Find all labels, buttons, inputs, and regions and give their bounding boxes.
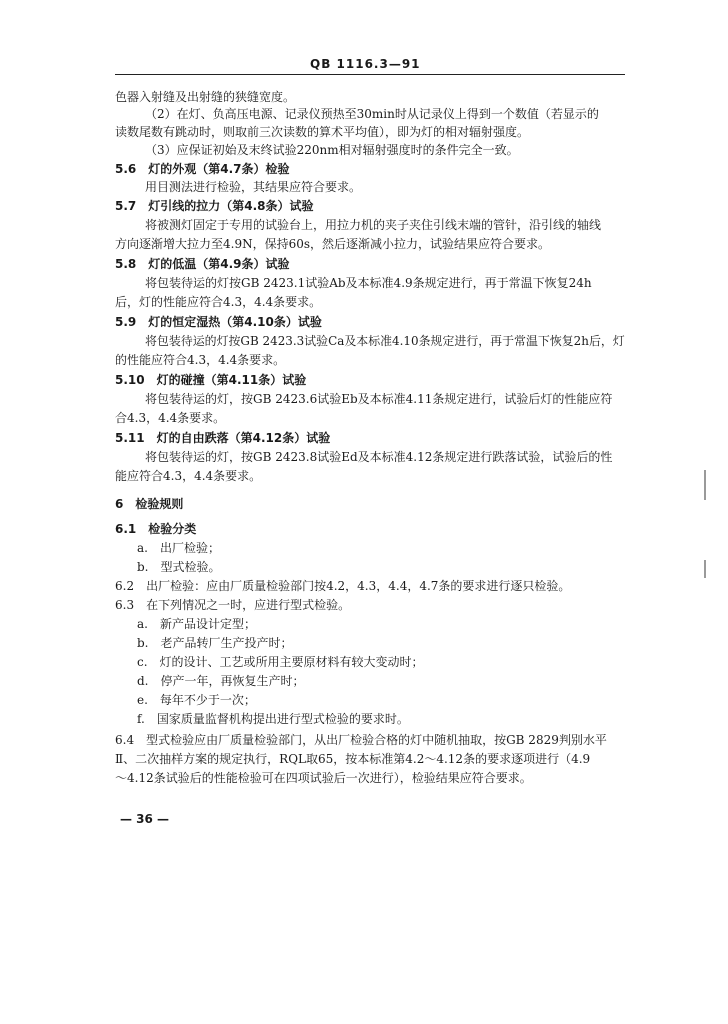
list-item: d. 停产一年，再恢复生产时； xyxy=(137,674,305,688)
list-item: b. 型式检验。 xyxy=(137,560,221,574)
text-line: 的性能应符合4.3，4.4条要求。 xyxy=(115,353,286,367)
text-line: 6.2 出厂检验：应由厂质量检验部门按4.2，4.3，4.4，4.7条的要求进行逐只检验。 xyxy=(115,579,571,593)
section-heading: 6.1 检验分类 xyxy=(115,522,197,536)
section-heading: 5.6 灯的外观（第4.7条）检验 xyxy=(115,162,290,176)
list-item: c. 灯的设计、工艺或所用主要原材料有较大变动时； xyxy=(137,655,424,669)
list-item: b. 老产品转厂生产投产时； xyxy=(137,636,293,650)
text-line: 后，灯的性能应符合4.3，4.4条要求。 xyxy=(115,295,322,309)
list-item: a. 新产品设计定型； xyxy=(137,617,256,631)
section-heading: 5.10 灯的碰撞（第4.11条）试验 xyxy=(115,373,307,387)
text-line: ～4.12条试验后的性能检验可在四项试验后一次进行），检验结果应符合要求。 xyxy=(115,771,532,785)
text-line: 将包装待运的灯，按GB 2423.6试验Eb及本标准4.11条规定进行，试验后灯的性能应符 xyxy=(145,392,613,406)
text-line: 将包装待运的灯按GB 2423.3试验Ca及本标准4.10条规定进行，再于常温下恢复2h后，灯 xyxy=(145,334,625,348)
scan-edge-mark xyxy=(704,560,706,578)
text-line: 方向逐渐增大拉力至4.9N，保持60s，然后逐渐减小拉力，试验结果应符合要求。 xyxy=(115,237,551,251)
section-heading: 5.8 灯的低温（第4.9条）试验 xyxy=(115,257,290,271)
text-line: 能应符合4.3，4.4条要求。 xyxy=(115,469,262,483)
text-line: Ⅱ、二次抽样方案的规定执行，RQL取65，按本标准第4.2～4.12条的要求逐项进行（4.9 xyxy=(115,752,591,766)
text-line: 将包装待运的灯按GB 2423.1试验Ab及本标准4.9条规定进行，再于常温下恢复24h xyxy=(145,276,592,290)
list-item: a. 出厂检验； xyxy=(137,541,220,555)
text-line: （3）应保证初始及末终试验220nm相对辐射强度时的条件完全一致。 xyxy=(145,143,519,157)
chapter-heading: 6 检验规则 xyxy=(115,497,184,511)
text-line: 读数尾数有跳动时，则取前三次读数的算术平均值），即为灯的相对辐射强度。 xyxy=(115,125,530,139)
text-line: 6.4 型式检验应由厂质量检验部门，从出厂检验合格的灯中随机抽取，按GB 2829判别水平 xyxy=(115,733,607,747)
section-heading: 5.7 灯引线的拉力（第4.8条）试验 xyxy=(115,199,314,213)
scan-edge-mark xyxy=(704,470,706,500)
text-line: 色器入射缝及出射缝的狭缝宽度。 xyxy=(115,90,296,104)
section-heading: 5.9 灯的恒定湿热（第4.10条）试验 xyxy=(115,315,322,329)
list-item: e. 每年不少于一次； xyxy=(137,693,256,707)
section-heading: 5.11 灯的自由跌落（第4.12条）试验 xyxy=(115,431,331,445)
page-number: — 36 — xyxy=(120,812,170,826)
text-line: 合4.3，4.4条要求。 xyxy=(115,411,226,425)
text-line: 用目测法进行检验，其结果应符合要求。 xyxy=(145,180,362,194)
text-line: 将被测灯固定于专用的试验台上，用拉力机的夹子夹住引线末端的管针，沿引线的轴线 xyxy=(145,218,602,232)
text-line: （2）在灯、负高压电源、记录仪预热至30min时从记录仪上得到一个数值（若显示的 xyxy=(145,107,599,121)
text-line: 6.3 在下列情况之一时，应进行型式检验。 xyxy=(115,598,351,612)
text-line: 将包装待运的灯，按GB 2423.8试验Ed及本标准4.12条规定进行跌落试验，试验后的性 xyxy=(145,450,613,464)
header-rule xyxy=(115,74,625,75)
standard-code: QB 1116.3—91 xyxy=(310,57,421,71)
list-item: f. 国家质量监督机构提出进行型式检验的要求时。 xyxy=(137,712,409,726)
